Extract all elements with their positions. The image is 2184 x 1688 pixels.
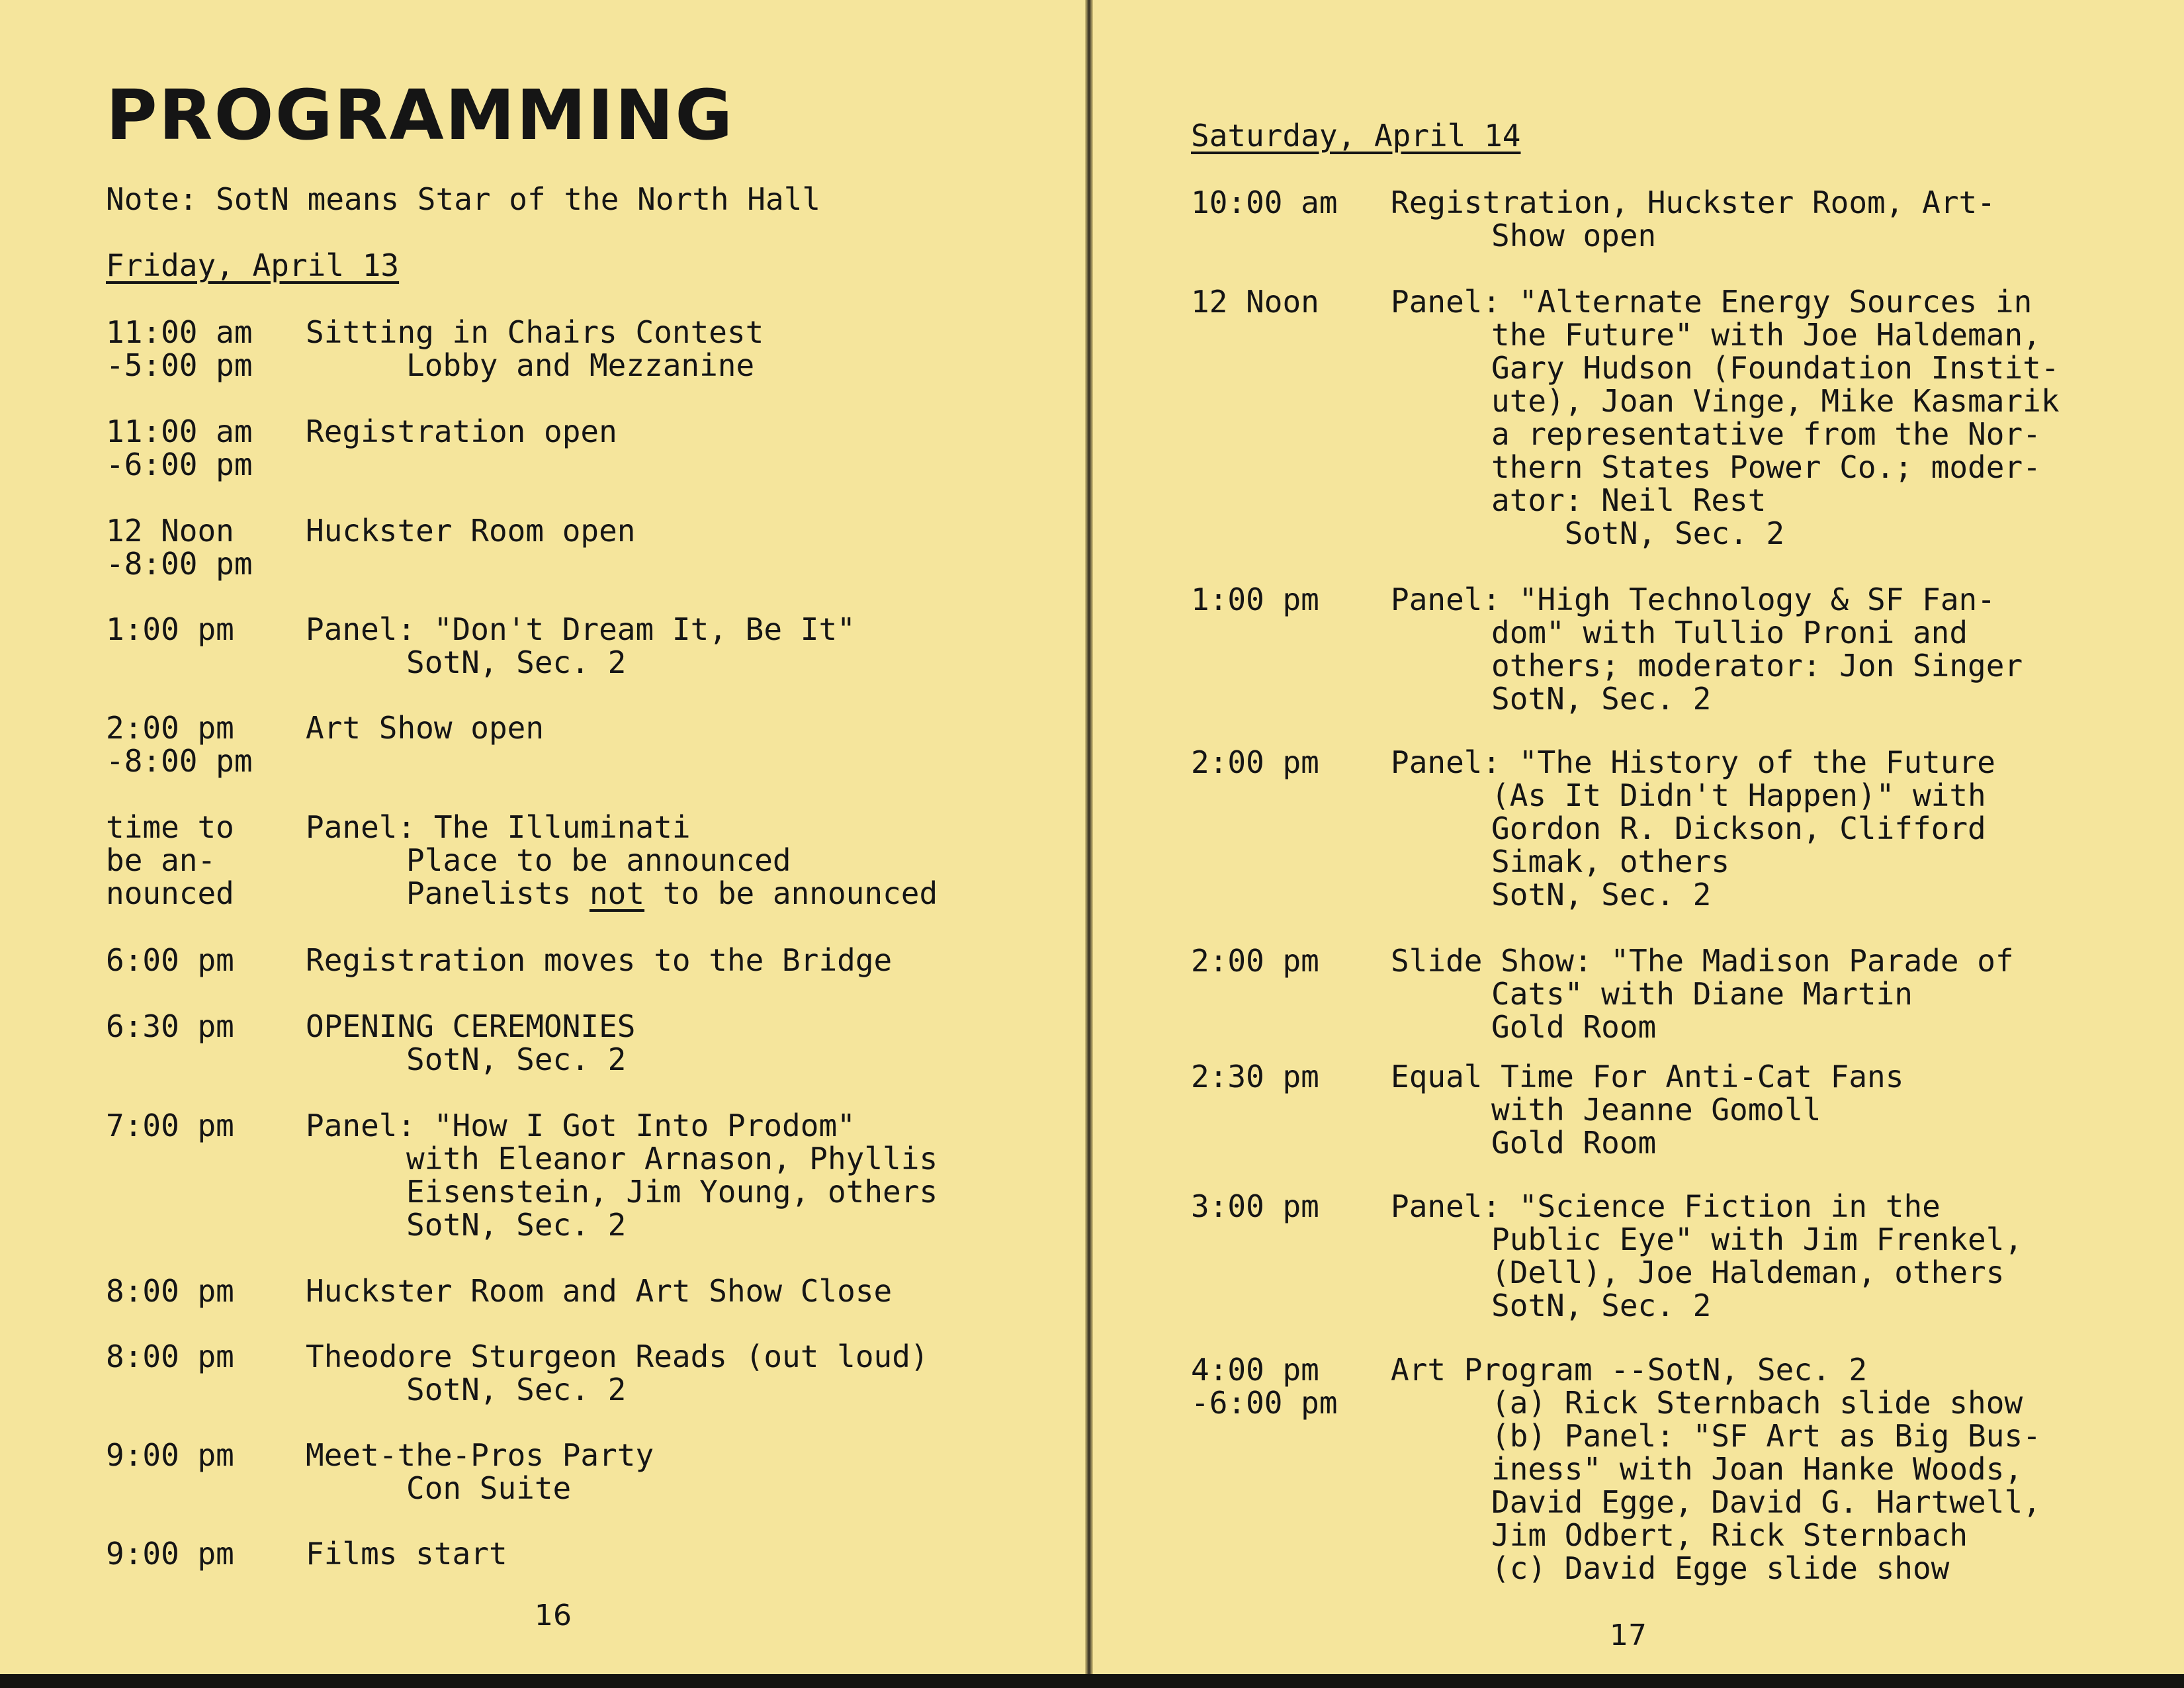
entry-time-line: nounced <box>106 875 234 911</box>
entry-time <box>1191 944 1319 977</box>
entry-time <box>106 316 253 382</box>
entry-description <box>306 811 938 910</box>
entry-time <box>1191 583 1319 616</box>
entry-time <box>106 811 234 910</box>
entry-time <box>1191 1353 1338 1419</box>
entry-time-line: 2:00 pm <box>1191 943 1319 979</box>
entry-description <box>306 1010 636 1076</box>
friday-date-heading: Friday, April 13 <box>106 247 400 283</box>
entry-description-line: Sitting in Chairs Contest <box>306 314 764 350</box>
entry-description <box>306 1109 938 1241</box>
entry-description-line: (b) Panel: "SF Art as Big Bus- <box>1491 1418 2041 1454</box>
entry-description-line: Panel: "Science Fiction in the <box>1391 1188 1941 1224</box>
entry-time-line: 12 Noon <box>1191 284 1319 320</box>
entry-time <box>106 1010 234 1043</box>
entry-description-line: Place to be announced <box>406 842 791 878</box>
entry-time <box>106 1109 234 1142</box>
entry-time-line: -6:00 pm <box>106 447 253 482</box>
entry-description-line: Panel: "Don't Dream It, Be It" <box>306 611 855 647</box>
entry-description <box>1391 746 1995 911</box>
book-gutter <box>1085 0 1093 1688</box>
entry-description <box>1391 186 1995 252</box>
entry-time <box>1191 186 1338 219</box>
entry-description-line: Panel: "High Technology & SF Fan- <box>1391 582 1995 617</box>
entry-time-line: be an- <box>106 842 216 878</box>
entry-description <box>1391 285 2060 550</box>
entry-description-line: Eisenstein, Jim Young, others <box>406 1174 938 1210</box>
entry-description-line: SotN, Sec. 2 <box>1491 515 1785 551</box>
entry-description-line: ator: Neil Rest <box>1491 482 1767 518</box>
entry-time-line: 12 Noon <box>106 513 234 549</box>
entry-description-line: Panel: "Alternate Energy Sources in <box>1391 284 2032 320</box>
entry-time-line: -8:00 pm <box>106 743 253 779</box>
entry-description-line: iness" with Joan Hanke Woods, <box>1491 1451 2023 1487</box>
entry-time <box>1191 285 1319 318</box>
entry-description-line: SotN, Sec. 2 <box>406 1042 627 1077</box>
entry-time-line: 7:00 pm <box>106 1108 234 1143</box>
entry-description-line: SotN, Sec. 2 <box>406 1207 627 1243</box>
entry-description-line: with Jeanne Gomoll <box>1491 1092 1821 1128</box>
entry-time <box>1191 1190 1319 1223</box>
entry-description-line: thern States Power Co.; moder- <box>1491 449 2041 485</box>
entry-description-line: SotN, Sec. 2 <box>406 1372 627 1407</box>
entry-description <box>1391 1190 2023 1322</box>
entry-description-line: Registration moves to the Bridge <box>306 942 893 978</box>
entry-description-line: ute), Joan Vinge, Mike Kasmarik <box>1491 383 2060 419</box>
page-17 <box>1093 0 2184 1674</box>
entry-time <box>1191 1060 1319 1093</box>
entry-description-line: OPENING CEREMONIES <box>306 1008 636 1044</box>
entry-description-line: Gold Room <box>1491 1125 1657 1161</box>
entry-time <box>106 1537 234 1570</box>
entry-description-line: (a) Rick Sternbach slide show <box>1491 1385 2023 1421</box>
entry-description-line: Panel: "The History of the Future <box>1391 744 1995 780</box>
entry-description-line: Panel: The Illuminati <box>306 809 691 845</box>
entry-time <box>106 944 234 977</box>
entry-description-line: the Future" with Joe Haldeman, <box>1491 317 2041 353</box>
entry-description-line: Art Show open <box>306 710 545 746</box>
entry-description <box>1391 1353 2041 1585</box>
entry-description-line: Show open <box>1491 218 1657 253</box>
entry-description-line: Gordon R. Dickson, Clifford <box>1491 811 1986 846</box>
entry-description <box>306 514 636 547</box>
entry-description-line: Registration open <box>306 414 617 449</box>
entry-time-line: 9:00 pm <box>106 1437 234 1473</box>
entry-description-line: Art Program --SotN, Sec. 2 <box>1391 1352 1868 1388</box>
entry-description-line: Theodore Sturgeon Reads (out loud) <box>306 1339 929 1374</box>
entry-description-line: Jim Odbert, Rick Sternbach <box>1491 1517 1968 1553</box>
entry-description-line: Cats" with Diane Martin <box>1491 976 1913 1012</box>
entry-time-line: 6:30 pm <box>106 1008 234 1044</box>
entry-time-line: time to <box>106 809 234 845</box>
entry-time-line: 8:00 pm <box>106 1339 234 1374</box>
entry-time-line: -8:00 pm <box>106 546 253 582</box>
entry-description <box>306 415 617 448</box>
entry-time <box>106 711 253 777</box>
entry-time-line: 3:00 pm <box>1191 1188 1319 1224</box>
entry-description-line: with Eleanor Arnason, Phyllis <box>406 1141 938 1177</box>
entry-description <box>1391 1060 1903 1159</box>
entry-time-line: -5:00 pm <box>106 347 253 383</box>
page-number: 16 <box>535 1599 572 1632</box>
entry-time <box>1191 746 1319 779</box>
entry-description-line: dom" with Tullio Proni and <box>1491 615 1968 650</box>
entry-description-line: others; moderator: Jon Singer <box>1491 648 2023 684</box>
line-text: to be announced <box>644 875 938 911</box>
entry-description-line: SotN, Sec. 2 <box>1491 681 1712 717</box>
sotn-note: Note: SotN means Star of the North Hall <box>106 181 821 217</box>
entry-time-line: 8:00 pm <box>106 1273 234 1309</box>
entry-description <box>306 944 892 977</box>
entry-description-line: Equal Time For Anti-Cat Fans <box>1391 1059 1904 1094</box>
entry-description-line: Gold Room <box>1491 1009 1657 1045</box>
entry-description <box>306 613 855 679</box>
entry-description-line: SotN, Sec. 2 <box>406 644 627 680</box>
entry-time-line: 2:00 pm <box>1191 744 1319 780</box>
entry-time <box>106 613 234 646</box>
entry-time-line: 4:00 pm <box>1191 1352 1319 1388</box>
entry-description <box>306 711 544 744</box>
entry-description-line: David Egge, David G. Hartwell, <box>1491 1484 2041 1520</box>
entry-time <box>106 415 253 481</box>
entry-time-line: -6:00 pm <box>1191 1385 1338 1421</box>
entry-time-line: 2:30 pm <box>1191 1059 1319 1094</box>
entry-description <box>306 316 764 382</box>
entry-time-line: 2:00 pm <box>106 710 234 746</box>
entry-description-line: Registration, Huckster Room, Art- <box>1391 185 1995 220</box>
entry-description-line: Films start <box>306 1536 507 1572</box>
entry-time-line: 9:00 pm <box>106 1536 234 1572</box>
entry-description-line: (c) David Egge slide show <box>1491 1550 1950 1586</box>
entry-time-line: 11:00 am <box>106 314 253 350</box>
entry-time <box>106 1439 234 1472</box>
entry-time <box>106 1274 234 1308</box>
entry-description-line: Public Eye" with Jim Frenkel, <box>1491 1222 2023 1257</box>
entry-time-line: 1:00 pm <box>106 611 234 647</box>
entry-description <box>1391 944 2014 1044</box>
entry-description <box>306 1274 892 1308</box>
entry-description <box>1391 583 2023 715</box>
underlined-word: not <box>589 875 645 911</box>
entry-description-line <box>306 877 938 910</box>
entry-description-line: (As It Didn't Happen)" with <box>1491 777 1986 813</box>
entry-description <box>306 1537 507 1570</box>
entry-description-line: Huckster Room and Art Show Close <box>306 1273 893 1309</box>
entry-description-line: SotN, Sec. 2 <box>1491 1288 1712 1323</box>
entry-description-line: Gary Hudson (Foundation Instit- <box>1491 350 2060 386</box>
line-text: Panelists <box>406 875 590 911</box>
entry-description <box>306 1439 654 1505</box>
scan-bottom-edge <box>0 1674 2184 1688</box>
entry-time-line: 10:00 am <box>1191 185 1338 220</box>
programming-heading: PROGRAMMING <box>106 75 734 155</box>
entry-description-line: Slide Show: "The Madison Parade of <box>1391 943 2014 979</box>
entry-description-line: Huckster Room open <box>306 513 636 549</box>
entry-description-line: Meet-the-Pros Party <box>306 1437 654 1473</box>
entry-time <box>106 514 253 580</box>
entry-description-line: Lobby and Mezzanine <box>406 347 755 383</box>
page-number: 17 <box>1610 1619 1647 1652</box>
entry-time-line: 1:00 pm <box>1191 582 1319 617</box>
entry-description-line: a representative from the Nor- <box>1491 416 2041 452</box>
entry-description-line: Simak, others <box>1491 844 1730 879</box>
entry-description-line: Con Suite <box>406 1470 572 1506</box>
entry-description-line: Panel: "How I Got Into Prodom" <box>306 1108 855 1143</box>
page-16 <box>0 0 1085 1674</box>
saturday-date-heading: Saturday, April 14 <box>1191 118 1521 154</box>
entry-description-line: (Dell), Joe Haldeman, others <box>1491 1255 2005 1290</box>
entry-time-line: 6:00 pm <box>106 942 234 978</box>
entry-description-line: SotN, Sec. 2 <box>1491 877 1712 912</box>
entry-time-line: 11:00 am <box>106 414 253 449</box>
entry-time <box>106 1340 234 1373</box>
entry-description <box>306 1340 929 1406</box>
